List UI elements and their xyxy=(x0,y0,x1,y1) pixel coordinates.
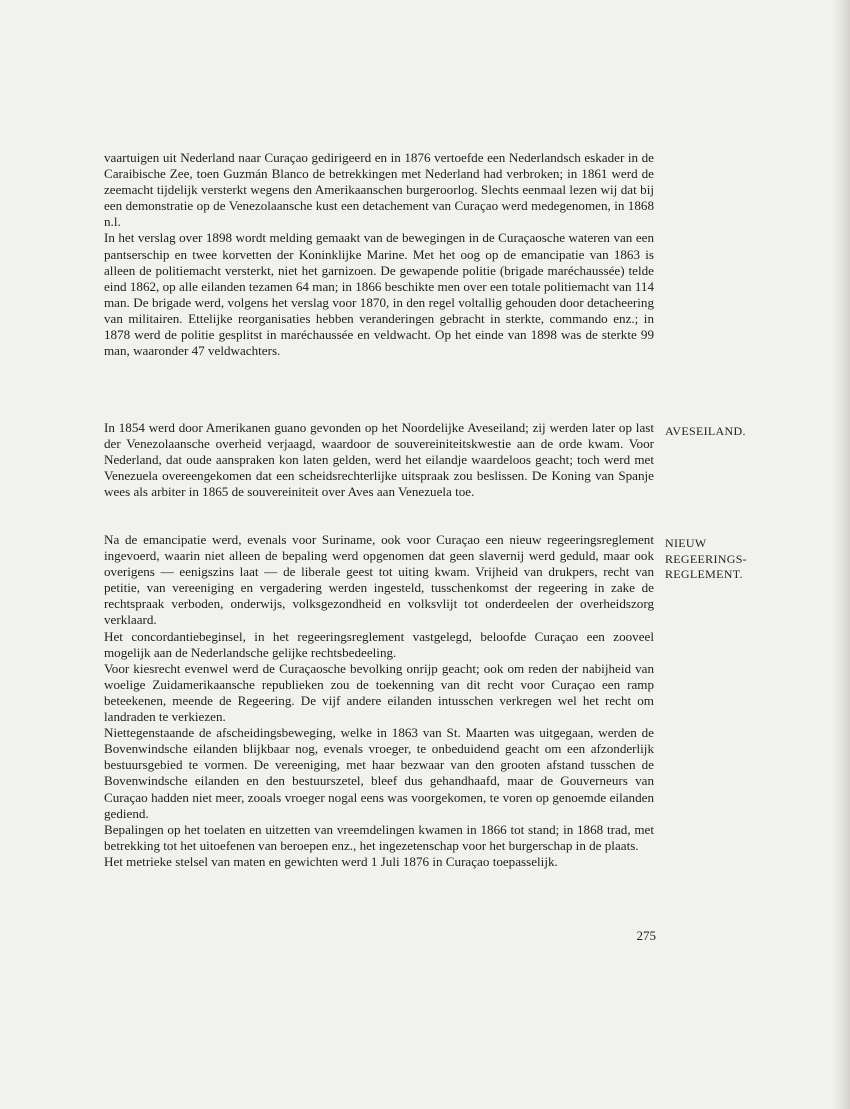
body-text-block-2 xyxy=(104,420,654,500)
page-edge-shadow xyxy=(832,0,850,1109)
body-text-block-3 xyxy=(104,532,654,870)
paragraph: In het verslag over 1898 wordt melding gemaakt van de bewegingen in de Curaçaosche wateren van een pantserschip en twee korvetten der Koninklijke Marine. Met het oog op de emancipatie van 1863 is alleen de politiemacht versterkt, niet het garnizoen. De gewapende politie (brigade maréchaussée) telde eind 1862, op alle eilanden tezamen 64 man; in 1866 beschikte men over een totale politiemacht van 114 man. De brigade werd, volgens het verslag voor 1870, in den regel voltallig gehouden door detacheering van militairen. Ettelijke reorganisaties hebben veranderingen gebracht in sterkte, commando enz.; in 1878 werd de politie gesplitst in maréchaussée en veldwacht. Op het einde van 1898 was de sterkte 99 man, waaronder 47 veldwachters. xyxy=(104,230,654,359)
paragraph: Het metrieke stelsel van maten en gewichten werd 1 Juli 1876 in Curaçao toepasselijk. xyxy=(104,853,558,869)
margin-note-line: REGEERINGS- xyxy=(665,551,747,566)
paragraph: Na de emancipatie werd, evenals voor Suriname, ook voor Curaçao een nieuw regeeringsreglement ingevoerd, waarin niet alleen de bepaling werd opgenomen dat geen slavernij werd geduld, maar ook overigens — eenigszins laat — de liberale geest tot uiting kwam. Vrijheid van drukpers, recht van petitie, van vereeniging en vergadering werden ingesteld, tusschenkomst der regeering in zake de rechtspraak verboden, onderwijs, volksgezondheid en volksvlijt tot onderdeelen der overheidszorg verklaard. xyxy=(104,532,654,628)
margin-note-line: REGLEMENT. xyxy=(665,567,743,581)
paragraph: Bepalingen op het toelaten en uitzetten van vreemdelingen kwamen in 1866 tot stand; in 1868 trad, met betrekking tot het uitoefenen van beroepen enz., het ingezetenschap voor het burgerschap in de plaats. xyxy=(104,821,654,853)
page-number: 275 xyxy=(636,928,656,943)
margin-note-regeeringsreglement xyxy=(665,536,775,583)
paragraph: In 1854 werd door Amerikanen guano gevonden op het Noordelijke Aveseiland; zij werden later op last der Venezolaansche overheid verjaagd, waardoor de souvereiniteitskwestie aan de orde kwam. Voor Nederland, dat oude aanspraken kon laten gelden, werd het eilandje waardeloos geacht; toch werd met Venezuela overeengekomen dat een scheidsrechterlijke uitspraak zou beslissen. De Koning van Spanje wees als arbiter in 1865 de souvereiniteit over Aves aan Venezuela toe. xyxy=(104,420,654,500)
margin-note-line: AVESEILAND. xyxy=(665,424,746,438)
body-text-block-1 xyxy=(104,150,654,359)
paragraph: Niettegenstaande de afscheidingsbeweging, welke in 1863 van St. Maarten was uitgegaan, werden de Bovenwindsche eilanden blijkbaar nog, evenals vroeger, te onbeduidend geacht om een afzonderlijk bestuursgebied te vormen. De vereeniging, met haar bezwaar van den grooten afstand tusschen de Bovenwindsche eilanden en den bestuurszetel, bleef dus gehandhaafd, maar de Gouverneurs van Curaçao hadden niet meer, zooals vroeger nogal eens was voorgekomen, te voren op genoemde eilanden gediend. xyxy=(104,725,654,821)
paragraph: Het concordantiebeginsel, in het regeeringsreglement vastgelegd, beloofde Curaçao een zooveel mogelijk aan de Nederlandsche gelijke rechtsbedeeling. xyxy=(104,628,654,660)
margin-note-line: NIEUW xyxy=(665,536,707,550)
paragraph: Voor kiesrecht evenwel werd de Curaçaosche bevolking onrijp geacht; ook om reden der nabijheid van woelige Zuidamerikaansche republieken zou de toekenning van dit recht voor Curaçao een ramp beteekenen, meende de Regeering. De vijf andere eilanden intusschen verkregen wel het recht om landraden te verkiezen. xyxy=(104,660,654,725)
paragraph: vaartuigen uit Nederland naar Curaçao gedirigeerd en in 1876 vertoefde een Nederlandsch eskader in de Caraibische Zee, toen Guzmán Blanco de betrekkingen met Nederland had verbroken; in 1861 werd de zeemacht tijdelijk versterkt wegens den Amerikaanschen burgeroorlog. Slechts eenmaal lezen wij dat bij een demonstratie op de Venezolaansche kust een detachement van Curaçao werd medegenomen, in 1868 n.l. xyxy=(104,150,654,230)
margin-note-aveseiland xyxy=(665,424,775,440)
